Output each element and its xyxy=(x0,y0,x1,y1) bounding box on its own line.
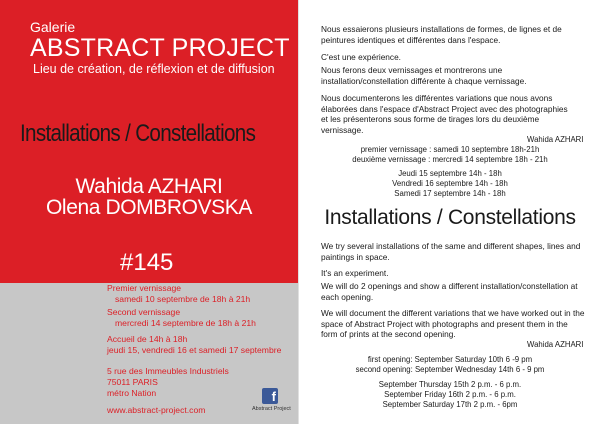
address-line: métro Nation xyxy=(107,388,157,398)
page-divider xyxy=(298,0,299,424)
opening-hours xyxy=(107,334,281,356)
address-line: 75011 PARIS xyxy=(107,377,158,387)
day-line: September Thursday 15th 2 p.m. - 6 p.m. xyxy=(378,380,522,389)
artist-name: Olena DOMBROVSKA xyxy=(46,196,252,219)
first-vernissage-date: samedi 10 septembre de 18h à 21h xyxy=(115,294,251,304)
french-days xyxy=(305,169,595,199)
day-line: September Friday 16th 2 p.m. - 6 p.m. xyxy=(384,390,516,399)
website-link[interactable]: www.abstract-project.com xyxy=(107,405,206,415)
day-line: September Saturday 17th 2 p.m. - 6pm xyxy=(382,400,518,409)
exhibition-number: #145 xyxy=(120,249,174,276)
first-vernissage xyxy=(107,283,250,305)
opening-hours-days: jeudi 15, vendredi 16 et samedi 17 septembre xyxy=(107,345,282,355)
gallery-tagline: Lieu de création, de réflexion et de diffusion xyxy=(33,62,275,76)
english-paragraph: It's an experiment. xyxy=(321,268,389,278)
gallery-address xyxy=(107,366,229,399)
english-openings xyxy=(305,355,595,375)
french-paragraph: C'est une expérience. xyxy=(321,52,401,62)
artist-name: Wahida AZHARI xyxy=(75,175,223,198)
french-paragraph: Nous documenterons les différentes variations que nous avons élaborées dans l'espace d'Abstract Project avec des photographies et les présenterons sous forme de tirages lors du deuxième vernissage. xyxy=(321,93,568,135)
left-panel xyxy=(0,0,298,424)
galerie-label: Galerie xyxy=(30,19,76,35)
gallery-name: ABSTRACT PROJECT xyxy=(30,34,290,62)
second-vernissage xyxy=(107,307,256,329)
english-title: Installations / Constellations xyxy=(324,206,576,229)
day-line: Samedi 17 septembre 14h - 18h xyxy=(394,189,506,198)
opening-line: premier vernissage : samedi 10 septembre 18h-21h xyxy=(360,145,540,154)
exhibition-title: Installations / Constellations xyxy=(20,120,256,147)
day-line: Jeudi 15 septembre 14h - 18h xyxy=(398,169,502,178)
address-line: 5 rue des Immeubles Industriels xyxy=(107,366,229,376)
english-paragraph: We will do 2 openings and show a different installation/constellation at each opening. xyxy=(321,281,578,302)
english-paragraph: We will document the different variations that we have worked out in the space of Abstract Project with photographs and present them in the form of prints at the second opening. xyxy=(321,308,585,339)
french-paragraph: Nous essaierons plusieurs installations de formes, de lignes et de peintures identiques et différentes dans l'espace. xyxy=(321,24,562,45)
opening-line: deuxième vernissage : mercredi 14 septembre 18h - 21h xyxy=(352,155,548,164)
french-paragraph: Nous ferons deux vernissages et montrerons une installation/constellation différente à chaque vernissage. xyxy=(321,65,527,86)
english-days xyxy=(305,380,595,410)
opening-line: second opening: September Wednesday 14th 6 - 9 pm xyxy=(355,365,545,374)
facebook-label[interactable]: Abstract Project xyxy=(252,406,291,412)
day-line: Vendredi 16 septembre 14h - 18h xyxy=(392,179,508,188)
french-signature: Wahida AZHARI xyxy=(527,135,584,144)
facebook-icon[interactable]: f xyxy=(262,388,278,404)
opening-hours-label: Accueil de 14h à 18h xyxy=(107,334,188,344)
second-vernissage-date: mercredi 14 septembre de 18h à 21h xyxy=(115,318,256,328)
opening-line: first opening: September Saturday 10th 6 -9 pm xyxy=(367,355,533,364)
second-vernissage-label: Second vernissage xyxy=(107,307,181,317)
first-vernissage-label: Premier vernissage xyxy=(107,283,182,293)
english-signature: Wahida AZHARI xyxy=(527,340,584,349)
french-openings xyxy=(305,145,595,165)
english-paragraph: We try several installations of the same and different shapes, lines and paintings in space. xyxy=(321,241,581,262)
